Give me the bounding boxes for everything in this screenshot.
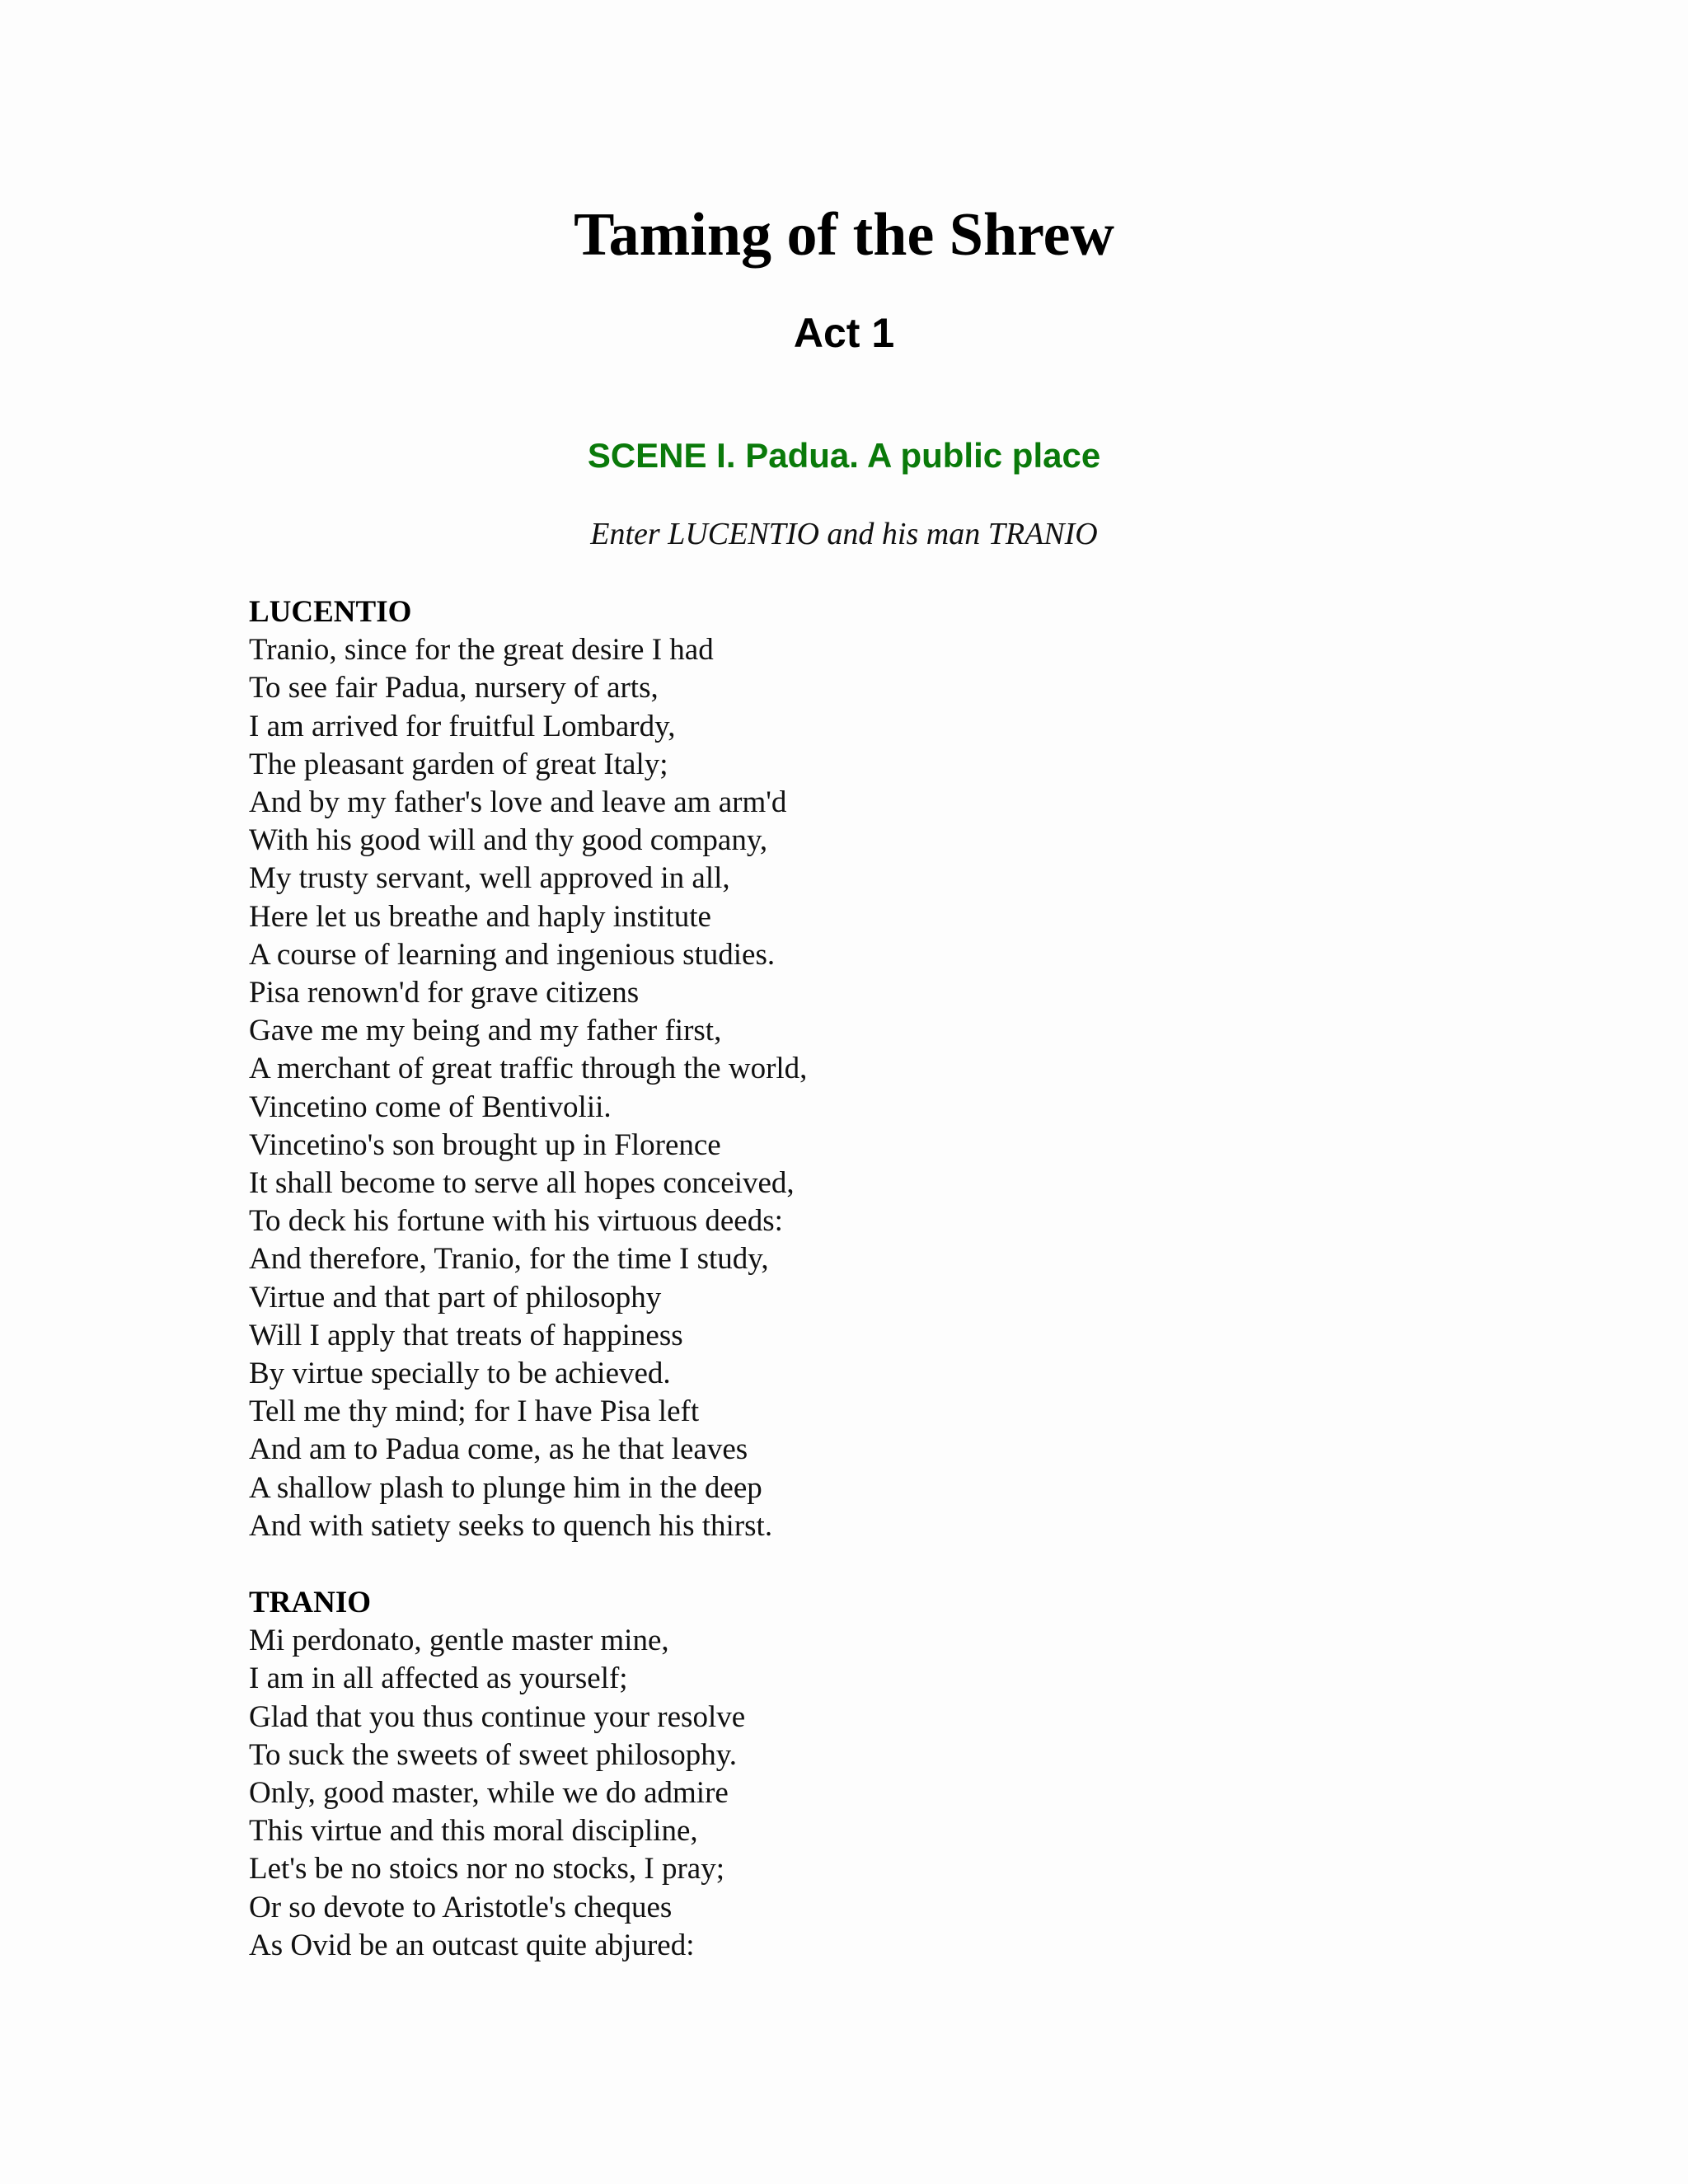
speaker-name: TRANIO xyxy=(249,1586,372,1619)
verse-line: The pleasant garden of great Italy; xyxy=(249,747,668,781)
verse-line: By virtue specially to be achieved. xyxy=(249,1357,671,1391)
verse-line: Only, good master, while we do admire xyxy=(249,1776,729,1811)
verse-line: Pisa renown'd for grave citizens xyxy=(249,976,640,1010)
verse-line: And by my father's love and leave am arm'd xyxy=(249,785,787,820)
verse-line: As Ovid be an outcast quite abjured: xyxy=(249,1928,695,1962)
verse-line: To deck his fortune with his virtuous deeds: xyxy=(249,1204,783,1239)
play-title: Taming of the Shrew xyxy=(574,201,1114,269)
verse-line: I am arrived for fruitful Lombardy, xyxy=(249,709,676,743)
act-heading: Act 1 xyxy=(793,310,895,356)
verse-line: Vincetino's son brought up in Florence xyxy=(249,1127,721,1162)
verse-line: This virtue and this moral discipline, xyxy=(249,1814,698,1849)
verse-line: Will I apply that treats of happiness xyxy=(249,1318,683,1352)
verse-line: Gave me my being and my father first, xyxy=(249,1014,722,1048)
verse-line: And with satiety seeks to quench his thirst. xyxy=(249,1508,773,1543)
verse-line: To suck the sweets of sweet philosophy. xyxy=(249,1737,738,1772)
verse-line: A course of learning and ingenious studies. xyxy=(249,937,776,972)
verse-line: And therefore, Tranio, for the time I study, xyxy=(249,1242,769,1277)
speaker-name: LUCENTIO xyxy=(249,595,412,629)
verse-line: Virtue and that part of philosophy xyxy=(249,1280,662,1315)
speech-tranio xyxy=(249,1584,1568,1965)
verse-line: Glad that you thus continue your resolve xyxy=(249,1699,746,1734)
verse-line: And am to Padua come, as he that leaves xyxy=(249,1432,748,1467)
verse-line: Here let us breathe and haply institute xyxy=(249,899,711,934)
verse-line: Tell me thy mind; for I have Pisa left xyxy=(249,1394,700,1429)
verse-line: My trusty servant, well approved in all, xyxy=(249,861,730,896)
verse-line: Let's be no stoics nor no stocks, I pray; xyxy=(249,1852,724,1886)
verse-line: Tranio, since for the great desire I had xyxy=(249,633,714,668)
stage-direction: Enter LUCENTIO and his man TRANIO xyxy=(590,517,1098,551)
verse-line: Or so devote to Aristotle's cheques xyxy=(249,1890,673,1924)
verse-line: A merchant of great traffic through the world, xyxy=(249,1052,808,1086)
verse-line: With his good will and thy good company, xyxy=(249,823,768,858)
speech-lines xyxy=(249,1622,1568,1965)
speech-lines xyxy=(249,631,1568,1545)
scene-heading: SCENE I. Padua. A public place xyxy=(587,436,1101,475)
verse-line: To see fair Padua, nursery of arts, xyxy=(249,671,659,705)
verse-line: Vincetino come of Bentivolii. xyxy=(249,1090,612,1124)
verse-line: It shall become to serve all hopes conceived, xyxy=(249,1166,795,1201)
verse-line: I am in all affected as yourself; xyxy=(249,1661,628,1696)
verse-line: A shallow plash to plunge him in the deep xyxy=(249,1470,762,1505)
speech-lucentio xyxy=(249,593,1568,1545)
verse-line: Mi perdonato, gentle master mine, xyxy=(249,1624,669,1658)
